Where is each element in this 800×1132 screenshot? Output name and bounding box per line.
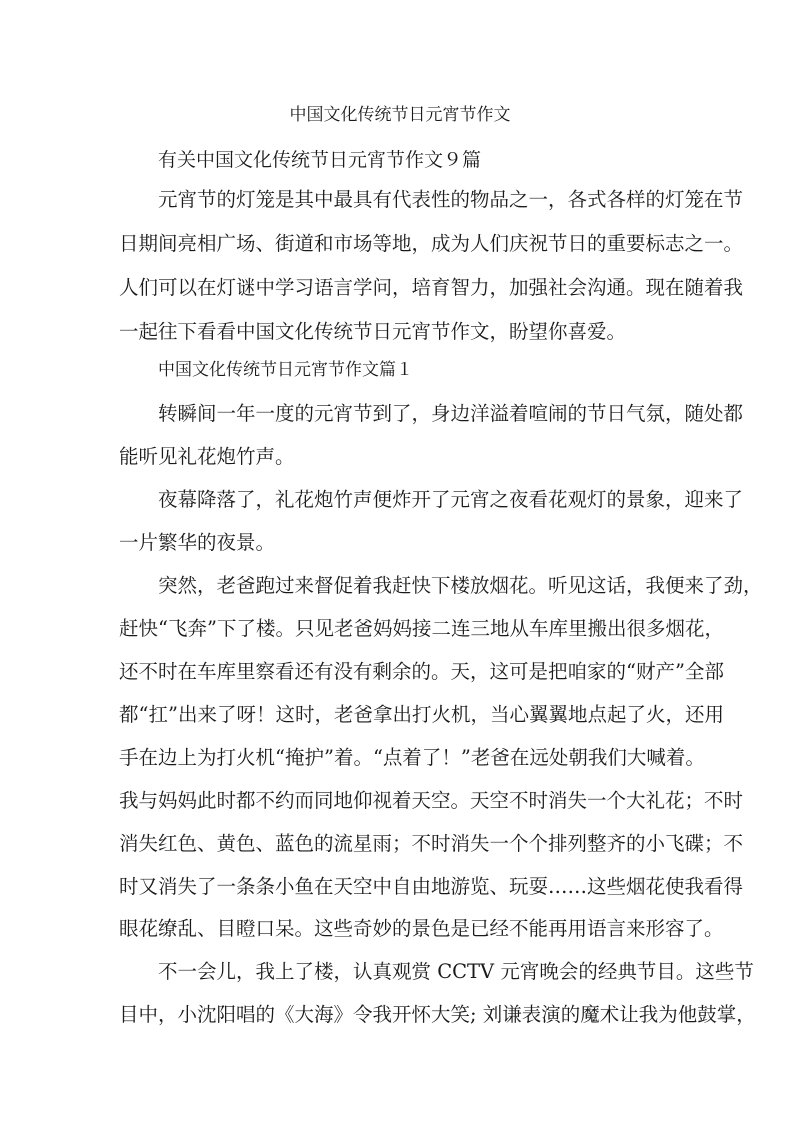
intro-line-1: 元宵节的灯笼是其中最具有代表性的物品之一，各式各样的灯笼在节	[158, 188, 744, 211]
para3-line-5: 手在边上为打火机“掩护”着。“点着了！”老爸在远处朝我们大喊着。	[119, 746, 705, 769]
document-title: 中国文化传统节日元宵节作文	[289, 105, 511, 125]
para3-line-4: 都“扛”出来了呀！这时，老爸拿出打火机，当心翼翼地点起了火，还用	[119, 703, 724, 726]
intro-line-4: 一起往下看看中国文化传统节日元宵节作文，盼望你喜爱。	[119, 320, 627, 343]
intro-line-3: 人们可以在灯谜中学习语言学问，培育智力，加强社会沟通。现在随着我	[119, 276, 744, 299]
para3-line-2: 赶快“飞奔”下了楼。只见老爸妈妈接二连三地从车库里搬出很多烟花，	[119, 617, 724, 640]
para3-line-1: 突然，老爸跑过来督促着我赶快下楼放烟花。听见这话，我便来了劲，	[158, 574, 763, 597]
para3-line-6: 我与妈妈此时都不约而同地仰视着天空。天空不时消失一个大礼花；不时	[119, 789, 744, 812]
para4-line-2: 目中，小沈阳唱的《大海》令我开怀大笑; 刘谦表演的魔术让我为他鼓掌，	[119, 1003, 756, 1026]
para3-line-8: 时又消失了一条条小鱼在天空中自由地游览、玩耍……这些烟花使我看得	[119, 875, 744, 898]
para1-line-2: 能听见礼花炮竹声。	[119, 445, 295, 468]
para2-line-1: 夜幕降落了，礼花炮竹声便炸开了元宵之夜看花观灯的景象，迎来了	[158, 488, 744, 511]
para3-line-3: 还不时在车库里察看还有没有剩余的。天，这可是把咱家的“财产”全部	[119, 660, 724, 683]
section-heading: 中国文化传统节日元宵节作文篇１	[158, 360, 413, 380]
document-subtitle: 有关中国文化传统节日元宵节作文９篇	[158, 149, 482, 171]
intro-line-2: 日期间亮相广场、街道和市场等地，成为人们庆祝节日的重要标志之一。	[119, 232, 744, 255]
para2-line-2: 一片繁华的夜景。	[119, 531, 276, 554]
para1-line-1: 转瞬间一年一度的元宵节到了，身边洋溢着喧闹的节日气氛，随处都	[158, 402, 744, 425]
para3-line-9: 眼花缭乱、目瞪口呆。这些奇妙的景色是已经不能再用语言来形容了。	[119, 917, 724, 940]
para4-line-1: 不一会儿，我上了楼，认真观赏 CCTV 元宵晚会的经典节目。这些节	[158, 960, 754, 983]
para3-line-7: 消失红色、黄色、蓝色的流星雨；不时消失一个个排列整齐的小飞碟；不	[119, 832, 744, 855]
